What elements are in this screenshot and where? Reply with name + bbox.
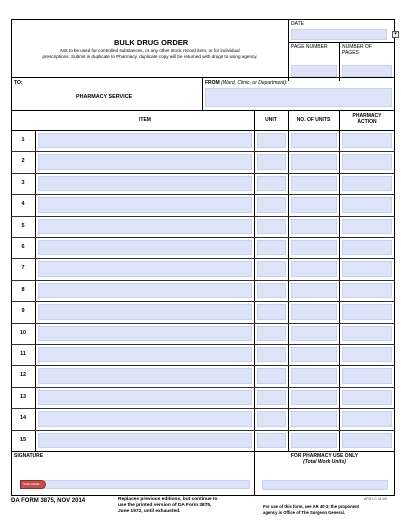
header-bottom-line	[11, 77, 395, 78]
no-of-units-field[interactable]	[291, 133, 337, 148]
row-divider	[11, 344, 395, 345]
pharmacy-use-hint: (Total Work Units)	[303, 459, 346, 465]
row-divider	[11, 258, 395, 259]
number-of-pages-field[interactable]	[342, 65, 392, 77]
item-field[interactable]	[38, 390, 252, 405]
item-field[interactable]	[38, 197, 252, 212]
from-hint: (Ward, Clinic, or Department):	[221, 80, 288, 86]
number-of-pages-label-2: PAGES	[342, 50, 359, 56]
unit-field[interactable]	[257, 433, 286, 448]
table-bottom-line	[11, 451, 395, 452]
from-label-group	[205, 80, 287, 86]
unit-field[interactable]	[257, 197, 286, 212]
to-value: PHARMACY SERVICE	[76, 94, 133, 100]
unit-field[interactable]	[257, 261, 286, 276]
item-field[interactable]	[38, 219, 252, 234]
number-of-pages-label-1: NUMBER OF	[342, 44, 372, 50]
pharmacy-action-field[interactable]	[342, 219, 392, 234]
row-divider	[11, 323, 395, 324]
item-field[interactable]	[38, 326, 252, 341]
page-number-label: PAGE NUMBER	[291, 44, 328, 50]
col-header-unit: UNIT	[265, 117, 277, 123]
signature-field[interactable]	[20, 480, 250, 489]
replaces-line-1: Replaces previous editions, but continue to	[118, 497, 218, 502]
item-field[interactable]	[38, 133, 252, 148]
no-of-units-field[interactable]	[291, 304, 337, 319]
row-number: 13	[19, 393, 27, 400]
pharmacy-action-field[interactable]	[342, 197, 392, 212]
date-divider	[288, 42, 395, 43]
col-header-no-of-units: NO. OF UNITS	[296, 117, 331, 123]
row-divider	[11, 151, 395, 152]
regulation-note	[263, 504, 359, 515]
row-number: 12	[19, 372, 27, 379]
replaces-line-2: use the printed version of DA Form 3875,	[118, 503, 212, 509]
col-header-item: ITEM	[139, 117, 151, 123]
item-field[interactable]	[38, 176, 252, 191]
row-number: 9	[21, 308, 25, 315]
table-header-bottom	[11, 130, 395, 131]
row-number: 10	[19, 329, 27, 336]
form-control-icon[interactable]: ▾	[392, 31, 399, 38]
unit-field[interactable]	[257, 176, 286, 191]
unit-field[interactable]	[257, 240, 286, 255]
row-divider	[11, 280, 395, 281]
row-divider	[11, 237, 395, 238]
subtitle-line-2: prescriptions. Submit in duplicate to Pharmacy, duplicate copy will be returned with drugs to using agency.	[42, 54, 258, 59]
item-field[interactable]	[38, 411, 252, 426]
unit-field[interactable]	[257, 347, 286, 362]
no-of-units-field[interactable]	[291, 197, 337, 212]
regulation-line-2: agency is Office of The Surgeon General.	[263, 509, 345, 515]
date-field[interactable]	[291, 29, 387, 40]
no-of-units-field[interactable]	[291, 411, 337, 426]
pharmacy-use-label: FOR PHARMACY USE ONLY	[290, 453, 359, 459]
pharmacy-action-field[interactable]	[342, 176, 392, 191]
to-from-divider	[202, 77, 203, 110]
row-number: 15	[19, 436, 27, 443]
table-top-line	[11, 110, 395, 111]
from-field[interactable]	[205, 88, 392, 107]
form-subtitle	[14, 48, 286, 60]
sign-here-button[interactable]: SIGN HERE	[20, 480, 46, 489]
version-label: APD LC v1.00	[364, 497, 387, 501]
row-divider	[11, 216, 395, 217]
number-of-pages-label	[342, 44, 372, 56]
row-number: 6	[21, 244, 25, 250]
unit-field[interactable]	[257, 390, 286, 405]
no-of-units-field[interactable]	[291, 368, 337, 383]
replaces-line-3: June 1972, until exhausted.	[118, 509, 181, 515]
no-of-units-field[interactable]	[291, 390, 337, 405]
to-label: TO:	[14, 80, 23, 86]
row-number: 14	[19, 415, 27, 422]
unit-field[interactable]	[257, 368, 286, 383]
no-of-units-field[interactable]	[291, 240, 337, 255]
col-header-action: ACTION	[357, 119, 377, 125]
row-divider	[11, 408, 395, 409]
item-field[interactable]	[38, 304, 252, 319]
col-header-pharmacy-action	[339, 113, 395, 125]
row-divider	[11, 194, 395, 195]
row-number: 3	[21, 179, 25, 186]
pharmacy-action-field[interactable]	[342, 261, 392, 276]
no-of-units-field[interactable]	[291, 326, 337, 341]
col-header-pharmacy: PHARMACY	[352, 113, 382, 119]
no-of-units-field[interactable]	[291, 261, 337, 276]
pharmacy-action-field[interactable]	[342, 326, 392, 341]
unit-field[interactable]	[257, 411, 286, 426]
form-title: BULK DRUG ORDER	[114, 38, 189, 47]
signature-label: SIGNATURE	[14, 453, 44, 459]
no-of-units-field[interactable]	[291, 176, 337, 191]
pharmacy-action-field[interactable]	[342, 154, 392, 169]
row-number: 8	[21, 286, 25, 293]
item-field[interactable]	[38, 433, 252, 448]
unit-field[interactable]	[257, 304, 286, 319]
pharmacy-action-field[interactable]	[342, 283, 392, 298]
subtitle-line-1: Not to be used for controlled substances, or any other stock record item, or for individual	[60, 48, 240, 53]
unit-field[interactable]	[257, 133, 286, 148]
row-number: 2	[21, 158, 25, 165]
row-divider	[11, 430, 395, 431]
row-divider	[11, 301, 395, 302]
regulation-line-1: For use of this form, see AR 40-3; the proponent	[263, 504, 359, 509]
row-divider	[11, 365, 395, 366]
replaces-note	[118, 497, 217, 516]
pharmacy-action-field[interactable]	[342, 411, 392, 426]
from-label: FROM	[205, 80, 220, 86]
row-number: 7	[21, 265, 25, 272]
total-work-units-field[interactable]	[262, 480, 388, 490]
form-id: DA FORM 3875, NOV 2014	[11, 498, 86, 504]
item-field[interactable]	[38, 240, 252, 255]
pharmacy-action-field[interactable]	[342, 433, 392, 448]
item-field[interactable]	[38, 368, 252, 383]
pharmacy-action-field[interactable]	[342, 133, 392, 148]
pharmacy-action-field[interactable]	[342, 347, 392, 362]
page-number-field[interactable]	[291, 65, 337, 77]
pharmacy-action-field[interactable]	[342, 390, 392, 405]
row-divider	[11, 173, 395, 174]
pages-divider	[339, 42, 340, 81]
unit-field[interactable]	[257, 154, 286, 169]
date-label: DATE	[291, 21, 304, 27]
no-of-units-field[interactable]	[291, 283, 337, 298]
pharmacy-action-field[interactable]	[342, 304, 392, 319]
item-field[interactable]	[38, 347, 252, 362]
no-of-units-field[interactable]	[291, 219, 337, 234]
item-field[interactable]	[38, 154, 252, 169]
pharmacy-action-field[interactable]	[342, 368, 392, 383]
no-of-units-field[interactable]	[291, 433, 337, 448]
row-number: 5	[21, 222, 25, 229]
unit-field[interactable]	[257, 326, 286, 341]
row-number: 1	[21, 137, 25, 143]
col-divider-num	[35, 130, 36, 451]
no-of-units-field[interactable]	[291, 154, 337, 169]
item-field[interactable]	[38, 261, 252, 276]
no-of-units-field[interactable]	[291, 347, 337, 362]
row-number: 11	[20, 351, 26, 357]
header-divider	[288, 19, 289, 81]
row-divider	[11, 387, 395, 388]
pharmacy-action-field[interactable]	[342, 240, 392, 255]
row-number: 4	[21, 201, 25, 208]
unit-field[interactable]	[257, 283, 286, 298]
unit-field[interactable]	[257, 219, 286, 234]
item-field[interactable]	[38, 283, 252, 298]
